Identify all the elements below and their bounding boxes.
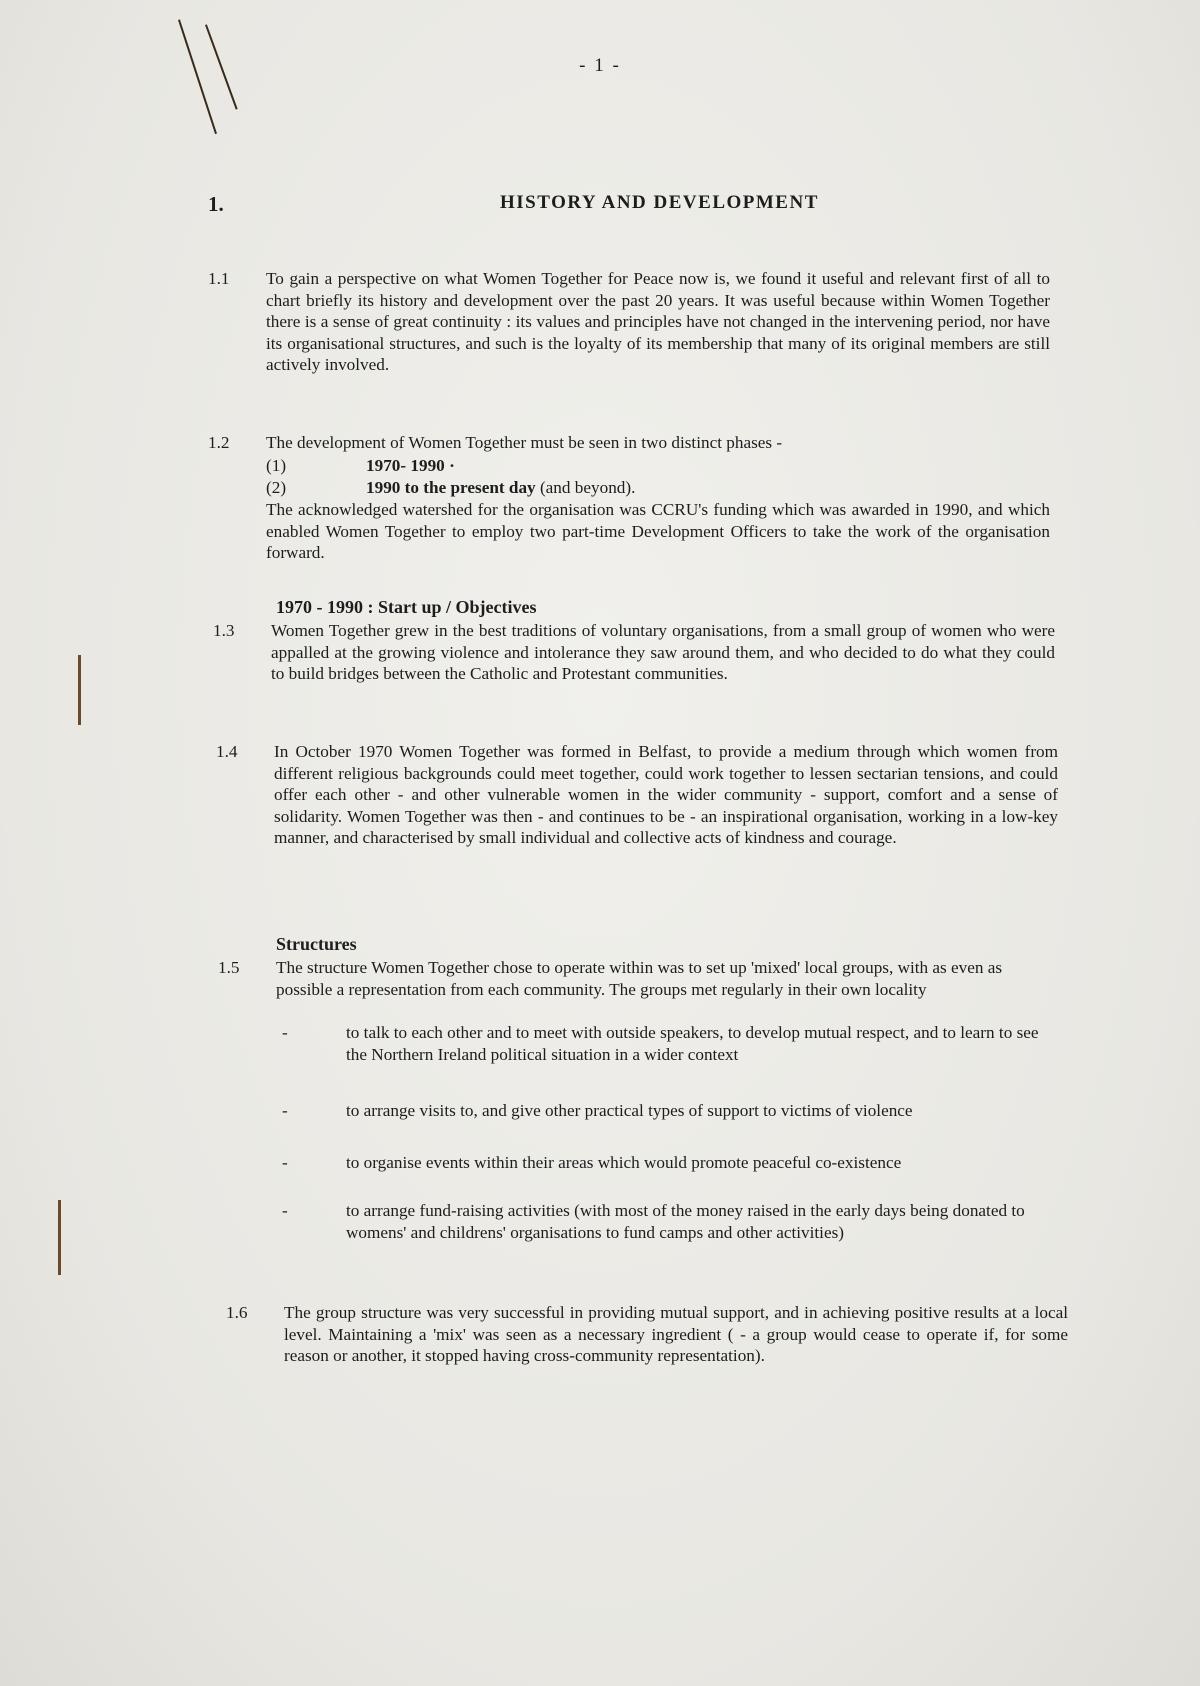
paragraph-1-2: The acknowledged watershed for the organisation was CCRU's funding which was awarded in 1990, and which enabled Women Together to employ two part-time Development Officers to take the work of the organisation forward. bbox=[266, 500, 1050, 562]
section-number: 1. bbox=[208, 192, 224, 216]
paragraph-number: 1.1 bbox=[208, 269, 230, 288]
paragraph-number: 1.3 bbox=[213, 621, 235, 640]
bullet-dash: - bbox=[282, 1023, 288, 1042]
phase-label: (2) bbox=[266, 478, 287, 497]
paragraph-1-3: Women Together grew in the best traditions of voluntary organisations, from a small group of women who were appalled at the growing violence and intolerance they saw around them, and who decided to do what they could to build bridges between the Catholic and Protestant communities. bbox=[271, 621, 1055, 683]
phase-label: (1) bbox=[266, 456, 287, 475]
paragraph-1-2-intro: The development of Women Together must be seen in two distinct phases - bbox=[266, 433, 783, 452]
phase-extra: (and beyond). bbox=[535, 478, 636, 497]
phase-row bbox=[266, 477, 635, 499]
section-title: HISTORY AND DEVELOPMENT bbox=[500, 192, 819, 213]
rust-mark bbox=[78, 655, 81, 725]
bullet-item: to arrange fund-raising activities (with most of the money raised in the early days being donated to womens' and childrens' organisations to fund camps and other activities) bbox=[346, 1201, 1025, 1242]
subheading-structures: Structures bbox=[276, 934, 357, 954]
paragraph-1-4: In October 1970 Women Together was formed in Belfast, to provide a medium through which women from different religious backgrounds could meet together, could work together to lessen sectarian tensions, and could offer each other - and other vulnerable women in the wider community - support, comfort and a sense of solidarity. Women Together was then - and continues to be - an inspirational organisation, working in a low-key manner, and characterised by small individual and collective acts of kindness and courage. bbox=[274, 742, 1058, 847]
paragraph-number: 1.5 bbox=[218, 958, 240, 977]
paragraph-number: 1.6 bbox=[226, 1303, 248, 1322]
paragraph-number: 1.4 bbox=[216, 742, 238, 761]
bullet-dash: - bbox=[282, 1153, 288, 1172]
bullet-item: to organise events within their areas which would promote peaceful co-existence bbox=[346, 1153, 902, 1172]
bullet-dash: - bbox=[282, 1201, 288, 1220]
bullet-item: to arrange visits to, and give other practical types of support to victims of violence bbox=[346, 1101, 913, 1120]
paragraph-number: 1.2 bbox=[208, 433, 230, 452]
bullet-dash: - bbox=[282, 1101, 288, 1120]
paragraph-1-5: The structure Women Together chose to operate within was to set up 'mixed' local groups, with as even as possible a representation from each community. The groups met regularly in their own locality bbox=[276, 958, 1003, 999]
subheading-startup: 1970 - 1990 : Start up / Objectives bbox=[276, 597, 537, 617]
paragraph-1-1: To gain a perspective on what Women Together for Peace now is, we found it useful and relevant first of all to chart briefly its history and development over the past 20 years. It was useful because within Women Together there is a sense of great continuity : its values and principles have not changed in the intervening period, nor have its organisational structures, and such is the loyalty of its membership that many of its original members are still actively involved. bbox=[266, 269, 1050, 374]
bullet-item: to talk to each other and to meet with outside speakers, to develop mutual respect, and to learn to see the Northern Ireland political situation in a wider context bbox=[346, 1023, 1039, 1064]
rust-mark bbox=[58, 1200, 61, 1275]
paragraph-1-6: The group structure was very successful in providing mutual support, and in achieving positive results at a local level. Maintaining a 'mix' was seen as a necessary ingredient ( - a group would cease to operate if, for some reason or another, it stopped having cross-community representation). bbox=[284, 1303, 1068, 1365]
page-number: - 1 - bbox=[579, 55, 621, 76]
phase-text: 1990 to the present day bbox=[366, 478, 536, 497]
phase-text: 1970- 1990 · bbox=[366, 456, 455, 475]
phase-row bbox=[266, 455, 455, 477]
